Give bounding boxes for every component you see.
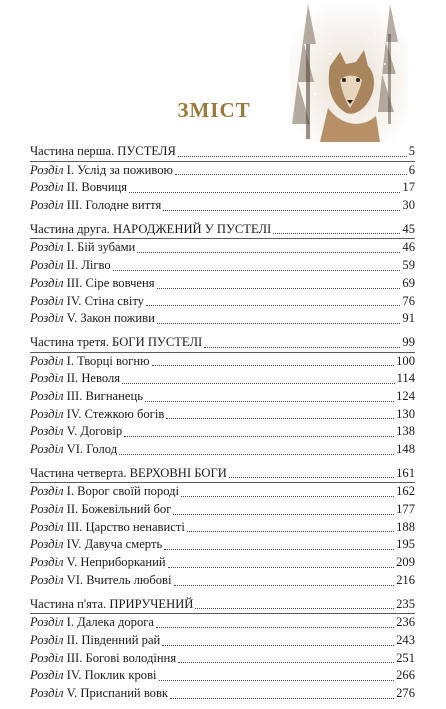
chapter-name: V. Приспаний вовк — [63, 685, 169, 700]
chapter-title — [30, 293, 144, 311]
chapter-word: Розділ — [30, 537, 64, 552]
chapter-title — [30, 667, 157, 685]
chapter-word: Розділ — [30, 353, 64, 368]
dot-leader — [129, 192, 400, 193]
chapter-word: Розділ — [30, 388, 64, 403]
dot-leader — [159, 680, 395, 681]
chapter-name: I. Творці вогню — [63, 353, 150, 368]
dot-leader — [124, 436, 394, 437]
toc-part — [30, 465, 415, 590]
page-number: 17 — [402, 180, 415, 195]
chapter-name: III. Сіре вовченя — [63, 275, 155, 290]
chapter-title — [30, 441, 117, 459]
dot-leader — [119, 454, 394, 455]
chapter-name: V. Договір — [63, 424, 123, 439]
chapter-name: I. Бій зубами — [63, 240, 136, 255]
table-of-contents — [30, 143, 415, 709]
part-title: Частина друга. НАРОДЖЕНИЙ У ПУСТЕЛІ — [30, 221, 272, 236]
toc-chapter-row[interactable] — [30, 572, 415, 590]
chapter-title — [30, 239, 135, 257]
dot-leader — [178, 662, 394, 663]
dot-leader — [204, 347, 400, 348]
chapter-word: Розділ — [30, 632, 64, 647]
page-number: 177 — [396, 502, 415, 517]
dot-leader — [156, 627, 394, 628]
chapter-title — [30, 353, 150, 371]
page-number: 59 — [402, 258, 415, 273]
chapter-title — [30, 370, 120, 388]
chapter-word: Розділ — [30, 311, 64, 326]
chapter-title — [30, 685, 168, 703]
page-number: 162 — [396, 484, 415, 499]
chapter-title — [30, 423, 122, 441]
chapter-title — [30, 179, 127, 197]
toc-chapter-row[interactable] — [30, 310, 415, 328]
toc-chapter-row[interactable] — [30, 239, 415, 257]
chapter-word: Розділ — [30, 293, 64, 308]
dot-leader — [163, 210, 400, 211]
toc-chapter-row[interactable] — [30, 685, 415, 703]
chapter-title — [30, 483, 179, 501]
toc-chapter-row[interactable] — [30, 197, 415, 215]
chapter-title — [30, 501, 171, 519]
chapter-name: IV. Стежкою богів — [63, 406, 165, 421]
part-title: Частина перша. ПУСТЕЛЯ — [30, 144, 176, 158]
page-number: 235 — [396, 596, 415, 611]
dot-leader — [174, 585, 395, 586]
chapter-name: II. Неволя — [63, 371, 121, 386]
toc-chapter-row[interactable] — [30, 353, 415, 371]
page-number: 114 — [396, 371, 415, 386]
chapter-word: Розділ — [30, 502, 64, 517]
toc-chapter-row[interactable] — [30, 441, 415, 459]
page-number: 30 — [402, 198, 415, 213]
chapter-word: Розділ — [30, 572, 64, 587]
chapter-title — [30, 632, 160, 650]
chapter-title — [30, 572, 172, 590]
chapter-name: I. Далека дорога — [63, 615, 155, 630]
chapter-word: Розділ — [30, 371, 64, 386]
chapter-name: V. Неприборканий — [63, 555, 166, 570]
chapter-word: Розділ — [30, 162, 64, 177]
chapter-name: I. Ворог своїй породі — [63, 484, 180, 499]
chapter-title — [30, 614, 154, 632]
page-title: ЗМІСТ — [177, 98, 251, 122]
dot-leader — [175, 174, 407, 175]
chapter-name: II. Південний рай — [63, 632, 161, 647]
chapter-title — [30, 197, 161, 215]
chapter-word: Розділ — [30, 240, 64, 255]
toc-part — [30, 143, 415, 215]
chapter-name: II. Вовчиця — [63, 180, 128, 195]
dot-leader — [162, 645, 394, 646]
chapter-name: IV. Поклик крові — [63, 668, 157, 683]
page-number: 91 — [402, 311, 415, 326]
chapter-title — [30, 554, 166, 572]
part-title: Частина четверта. ВЕРХОВНІ БОГИ — [30, 465, 227, 480]
chapter-name: I. Услід за поживою — [63, 162, 173, 177]
chapter-word: Розділ — [30, 668, 64, 683]
page-number: 161 — [396, 465, 415, 480]
page-number: 69 — [402, 275, 415, 290]
page-number: 251 — [396, 650, 415, 665]
chapter-name: III. Богові володіння — [63, 650, 177, 665]
chapter-word: Розділ — [30, 555, 64, 570]
chapter-title — [30, 310, 155, 328]
dot-leader — [178, 156, 407, 157]
chapter-name: VI. Голод — [63, 442, 118, 456]
toc-chapter-row[interactable] — [30, 614, 415, 632]
toc-chapter-row[interactable] — [30, 370, 415, 388]
toc-chapter-row[interactable] — [30, 423, 415, 441]
chapter-word: Розділ — [30, 685, 64, 700]
dot-leader — [145, 401, 394, 402]
page-number: 195 — [396, 537, 415, 552]
page-number: 188 — [396, 519, 415, 534]
chapter-title — [30, 275, 155, 293]
part-title: Частина п'ята. ПРИРУЧЕНИЙ — [30, 596, 194, 611]
chapter-name: VI. Вчитель любові — [63, 572, 172, 587]
toc-part-heading[interactable] — [30, 596, 415, 615]
page-number: 266 — [396, 668, 415, 683]
page-number: 124 — [396, 388, 415, 403]
chapter-name: II. Божевільний бог — [63, 502, 172, 517]
toc-chapter-row[interactable] — [30, 293, 415, 311]
toc-chapter-row[interactable] — [30, 536, 415, 554]
toc-part-heading[interactable] — [30, 334, 415, 353]
dot-leader — [157, 323, 401, 324]
toc-chapter-row[interactable] — [30, 179, 415, 197]
chapter-word: Розділ — [30, 484, 64, 499]
toc-chapter-row[interactable] — [30, 275, 415, 293]
chapter-word: Розділ — [30, 650, 64, 665]
dot-leader — [229, 477, 394, 478]
toc-part — [30, 221, 415, 328]
chapter-word: Розділ — [30, 406, 64, 421]
dot-leader — [157, 288, 401, 289]
page-number: 130 — [396, 406, 415, 421]
toc-chapter-row[interactable] — [30, 406, 415, 424]
toc-part — [30, 334, 415, 459]
chapter-name: II. Лігво — [63, 258, 111, 273]
part-title: Частина третя. БОГИ ПУСТЕЛІ — [30, 334, 203, 349]
page-number: 6 — [408, 162, 415, 177]
dot-leader — [187, 531, 394, 532]
page-number: 100 — [396, 353, 415, 368]
toc-chapter-row[interactable] — [30, 257, 415, 275]
toc-chapter-row[interactable] — [30, 632, 415, 650]
page-number: 138 — [396, 424, 415, 439]
toc-chapter-row[interactable] — [30, 501, 415, 519]
chapter-word: Розділ — [30, 258, 64, 273]
dot-leader — [164, 549, 394, 550]
toc-chapter-row[interactable] — [30, 483, 415, 501]
page-number: 276 — [396, 685, 415, 700]
toc-part-heading[interactable] — [30, 221, 415, 240]
toc-chapter-row[interactable] — [30, 650, 415, 668]
page-number: 5 — [408, 144, 415, 158]
dot-leader — [122, 383, 394, 384]
chapter-title — [30, 406, 164, 424]
toc-chapter-row[interactable] — [30, 162, 415, 180]
dot-leader — [168, 567, 395, 568]
page-number: 216 — [396, 572, 415, 587]
dot-leader — [152, 365, 395, 366]
page-number: 76 — [402, 293, 415, 308]
chapter-word: Розділ — [30, 275, 64, 290]
chapter-title — [30, 388, 143, 406]
chapter-name: III. Царство ненависті — [63, 519, 185, 534]
toc-chapter-row[interactable] — [30, 554, 415, 572]
chapter-word: Розділ — [30, 442, 64, 456]
dot-leader — [146, 305, 400, 306]
dot-leader — [166, 418, 394, 419]
chapter-title — [30, 650, 176, 668]
chapter-word: Розділ — [30, 519, 64, 534]
page-number: 46 — [402, 240, 415, 255]
chapter-word: Розділ — [30, 180, 64, 195]
dot-leader — [181, 496, 394, 497]
page-number: 209 — [396, 555, 415, 570]
toc-part-heading[interactable] — [30, 143, 415, 162]
dot-leader — [137, 252, 400, 253]
chapter-title — [30, 536, 162, 554]
chapter-word: Розділ — [30, 198, 64, 213]
page-number: 243 — [396, 632, 415, 647]
page-number: 45 — [402, 221, 415, 236]
dot-leader — [173, 514, 394, 515]
dot-leader — [170, 698, 394, 699]
chapter-title — [30, 519, 185, 537]
toc-chapter-row[interactable] — [30, 388, 415, 406]
page-number: 99 — [402, 334, 415, 349]
chapter-name: IV. Стіна світу — [63, 293, 144, 308]
page-number: 236 — [396, 615, 415, 630]
chapter-name: V. Закон поживи — [63, 311, 155, 326]
toc-chapter-row[interactable] — [30, 519, 415, 537]
toc-part — [30, 596, 415, 703]
toc-part-heading[interactable] — [30, 465, 415, 484]
chapter-title — [30, 162, 173, 180]
chapter-name: IV. Давуча смерть — [63, 537, 163, 552]
page-number: 148 — [396, 442, 415, 456]
dot-leader — [113, 270, 401, 271]
dot-leader — [195, 608, 394, 609]
dot-leader — [273, 233, 400, 234]
chapter-name: III. Голодне виття — [63, 198, 162, 213]
toc-chapter-row[interactable] — [30, 667, 415, 685]
chapter-word: Розділ — [30, 615, 64, 630]
chapter-word: Розділ — [30, 424, 64, 439]
chapter-title — [30, 257, 111, 275]
chapter-name: III. Вигнанець — [63, 388, 143, 403]
